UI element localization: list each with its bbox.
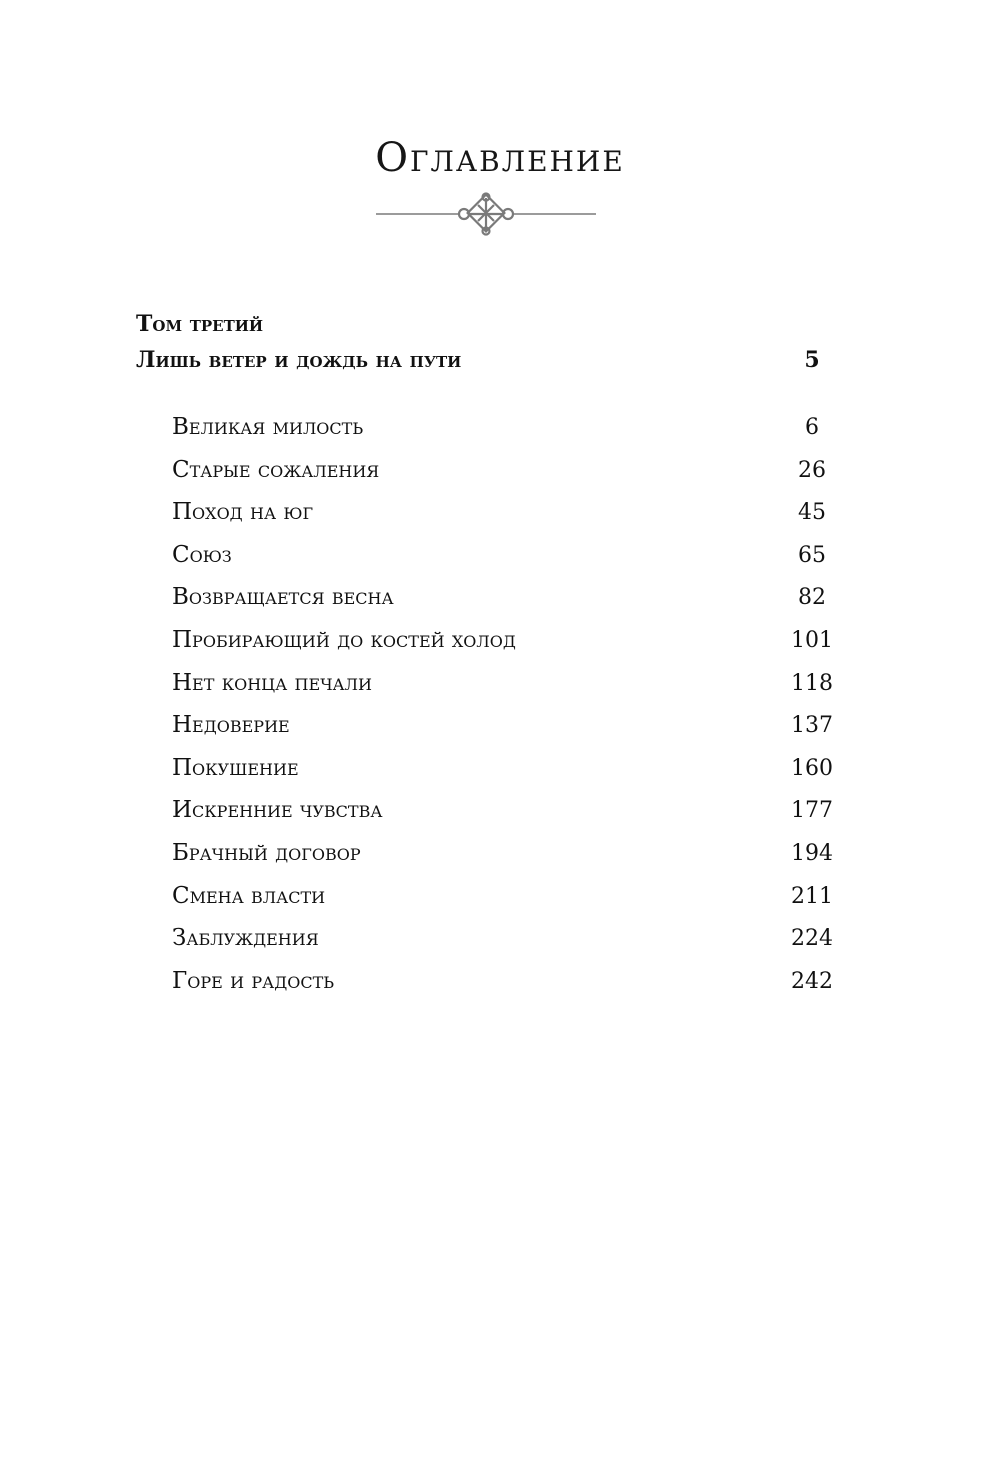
chapter-entry [172,576,836,619]
chapter-title: Союз [172,541,232,568]
volume-title-row [136,342,836,378]
volume-label: Том третий [136,311,264,337]
chapter-title: Старые сожаления [172,456,380,483]
chapter-title: Недоверие [172,712,290,739]
chapter-page-number: 6 [805,415,819,440]
chapter-page-number: 224 [791,926,833,952]
chapter-entry [172,747,836,790]
endless-knot-icon [374,192,598,236]
chapter-title: Искренние чувства [172,797,383,824]
chapter-title: Заблуждения [172,925,319,952]
chapter-entry [172,704,836,747]
chapter-entry [172,960,836,1003]
chapter-entry [172,534,836,577]
chapter-title: Возвращается весна [172,584,394,611]
chapter-page-number: 211 [791,883,833,909]
chapter-page-number: 26 [798,457,826,483]
chapter-page-number: 65 [798,542,826,568]
chapter-entry [172,491,836,534]
chapter-page-number: 160 [791,755,833,781]
chapter-title: Поход на юг [172,499,314,526]
chapter-entry [172,875,836,918]
chapter-page-number: 242 [791,968,833,994]
page-title: Оглавление [375,135,625,181]
chapter-page-number: 194 [791,840,833,866]
volume-heading [136,306,836,378]
chapter-page-number: 45 [798,500,826,526]
chapter-title: Горе и радость [172,967,335,994]
volume-title: Лишь ветер и дождь на пути [136,347,462,373]
chapter-title: Пробирающий до костей холод [172,626,516,653]
chapter-entry [172,662,836,705]
chapter-page-number: 82 [798,585,826,611]
chapter-title: Смена власти [172,882,326,909]
volume-label-row [136,306,836,342]
chapter-page-number: 101 [791,627,833,653]
volume-page-number: 5 [804,347,820,373]
chapter-page-number: 177 [791,798,833,824]
chapter-title: Брачный договор [172,839,361,866]
chapter-entry [172,789,836,832]
chapter-page-number: 137 [791,713,833,739]
chapter-title: Нет конца печали [172,669,372,696]
chapter-title: Покушение [172,754,299,781]
chapter-entry [172,406,836,449]
chapter-entry [172,449,836,492]
chapter-entry [172,619,836,662]
chapter-entry [172,917,836,960]
chapter-page-number: 118 [791,670,833,696]
chapter-title: Великая милость [172,414,364,440]
chapter-entry [172,832,836,875]
chapter-list [172,406,836,1002]
